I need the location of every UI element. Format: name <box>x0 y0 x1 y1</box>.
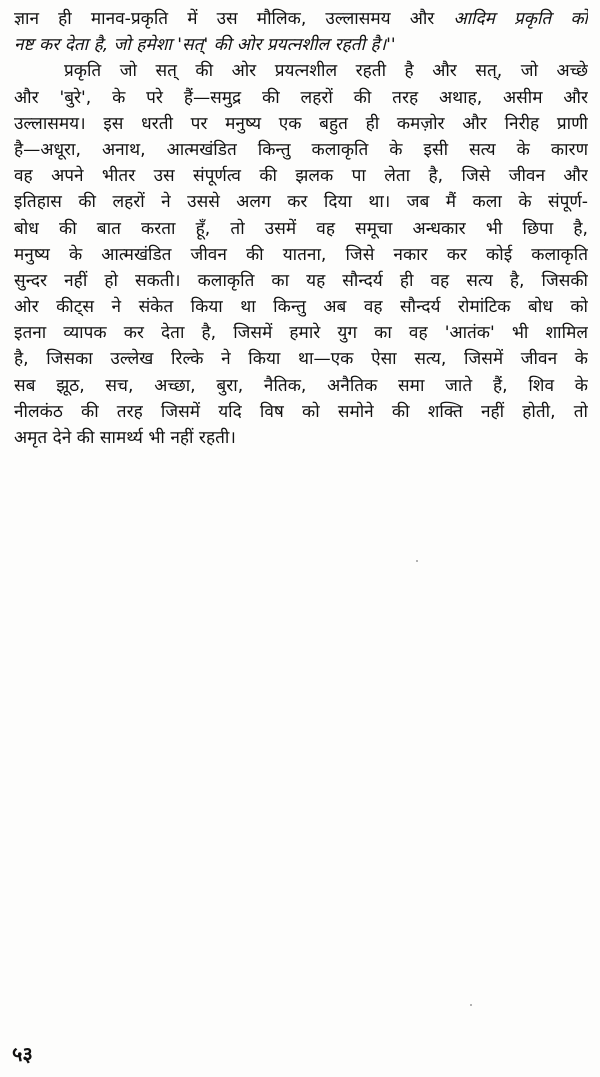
text-line <box>14 216 588 242</box>
text-line <box>14 320 588 346</box>
text-line-segment: ज्ञान ही मानव-प्रकृति में उस मौलिक, उल्लासमय और <box>14 9 454 29</box>
text-line-segment: उल्लासमय। इस धरती पर मनुष्य एक बहुत ही कमज़ोर और निरीह प्राणी <box>14 113 588 134</box>
text-line-segment-italic: आदिम प्रकृति को <box>453 9 588 29</box>
text-line <box>14 137 588 163</box>
text-line-segment: इतिहास की लहरों ने उससे अलग कर दिया था। जब मैं कला के संपूर्ण- <box>14 192 588 213</box>
text-line <box>14 242 588 268</box>
text-line-segment: है—अधूरा, अनाथ, आत्मखंडित किन्तु कलाकृति के इसी सत्य के कारण <box>14 139 588 160</box>
body-text <box>14 6 588 451</box>
text-line <box>14 163 588 189</box>
text-line-segment: अमृत देने की सामर्थ्य भी नहीं रहती। <box>14 428 236 448</box>
paragraph-first-line <box>14 58 588 84</box>
text-line-segment: और 'बुरे', के परे हैं—समुद्र की लहरों की तरह अथाह, असीम और <box>14 87 588 108</box>
text-line <box>14 32 588 58</box>
text-line-segment: नीलकंठ की तरह जिसमें यदि विष को समोने की शक्ति नहीं होती, तो <box>14 401 588 422</box>
text-line <box>14 111 588 137</box>
text-line <box>14 85 588 111</box>
text-line <box>14 373 588 399</box>
paper-speck <box>416 560 418 562</box>
text-line-segment: सब झूठ, सच, अच्छा, बुरा, नैतिक, अनैतिक समा जाते हैं, शिव के <box>14 375 588 396</box>
text-line <box>14 346 588 372</box>
text-line-segment: ओर कीट्स ने संकेत किया था किन्तु अब वह सौन्दर्य रोमांटिक बोध को <box>14 297 588 318</box>
text-line <box>14 6 588 32</box>
text-line-segment: वह अपने भीतर उस संपूर्णत्व की झलक पा लेता है, जिसे जीवन और <box>14 166 588 187</box>
text-line-segment: इतना व्यापक कर देता है, जिसमें हमारे युग का वह 'आतंक' भी शामिल <box>14 323 588 344</box>
text-line-segment: बोध की बात करता हूँ, तो उसमें वह समूचा अन्धकार भी छिपा है, <box>14 218 588 239</box>
paragraph-last-line <box>14 425 588 451</box>
page-number: ५३ <box>12 1042 33 1066</box>
text-line-segment-italic: नष्ट कर देता है, जो हमेशा 'सत्' की ओर प्रयत्नशील रहती है।'' <box>14 35 396 56</box>
text-line <box>14 189 588 215</box>
text-line <box>14 294 588 320</box>
text-line-segment: है, जिसका उल्लेख रिल्के ने किया था—एक ऐसा सत्य, जिसमें जीवन के <box>14 349 588 370</box>
text-line-segment: प्रकृति जो सत् की ओर प्रयत्नशील रहती है और सत्, जो अच्छे <box>64 61 588 82</box>
text-line <box>14 399 588 425</box>
text-line <box>14 268 588 294</box>
text-line-segment: सुन्दर नहीं हो सकती। कलाकृति का यह सौन्दर्य ही वह सत्य है, जिसकी <box>14 270 588 291</box>
text-line-segment: मनुष्य के आत्मखंडित जीवन की यातना, जिसे नकार कर कोई कलाकृति <box>14 244 588 265</box>
paper-speck <box>470 1004 472 1006</box>
